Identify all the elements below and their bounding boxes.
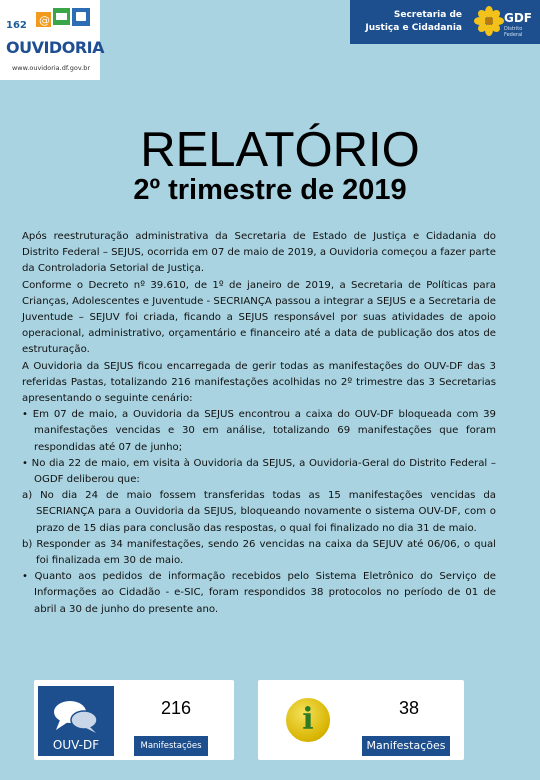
report-title: RELATÓRIO <box>140 123 420 177</box>
esic-panel <box>264 686 352 756</box>
ouv-df-label: OUV-DF <box>52 738 100 752</box>
logo-squares-icon <box>34 6 94 40</box>
bullet-may-22: • No dia 22 de maio, em visita à Ouvidoria da SEJUS, a Ouvidoria-Geral do Distrito Federal – OGDF deliberou que: <box>22 457 496 486</box>
svg-text:@: @ <box>39 14 50 27</box>
ouv-df-panel <box>38 686 114 756</box>
item-b: b) Responder as 34 manifestações, sendo 26 vencidas na caixa da SEJUV até 06/06, o qual foi finalizada em 30 de maio. <box>22 538 496 567</box>
government-header <box>350 0 540 44</box>
paragraph-decree: Conforme o Decreto nº 39.610, de 1º de janeiro de 2019, a Secretaria de Políticas para Crianças, Adolescentes e Juventude - SECRIANÇA passou a integrar a SEJUS e a Secretaria de Juventude – SEJUV foi criada, ficando a SEJUS responsável por suas atividades de apoio operacional, administrativo, orçamentário e financeiro até a data de publicação dos atos de estruturação. <box>22 279 496 356</box>
bullet-may-07: • Em 07 de maio, a Ouvidoria da SEJUS encontrou a caixa do OUV-DF bloqueada com 39 manifestações vencidas e 30 em análise, totalizando 69 manifestações que foram respondidas até 07 de junho; <box>22 409 496 453</box>
bullet-esic: • Quanto aos pedidos de informação recebidos pelo Sistema Eletrônico do Serviço de Informações ao Cidadão - e-SIC, foram respondidos 38 protocolos no período de 01 de abril a 30 de junho do presente ano. <box>22 571 496 615</box>
chat-bubbles-icon <box>52 698 100 734</box>
info-icon: i <box>284 696 332 744</box>
esic-card <box>258 680 464 760</box>
esic-caption: Manifestações <box>362 736 450 756</box>
ouv-df-count: 216 <box>160 698 192 718</box>
gdf-label: GDF <box>504 11 533 25</box>
ouv-df-caption: Manifestações <box>134 736 208 756</box>
logo-url: www.ouvidoria.df.gov.br <box>11 64 91 72</box>
secretaria-label: Secretaria de Justiça e Cidadania <box>365 10 462 33</box>
ouvidoria-logo <box>0 0 104 80</box>
gdf-flower-icon <box>474 6 504 36</box>
paragraph-scenario: A Ouvidoria da SEJUS ficou encarregada de gerir todas as manifestações do OUV-DF das 3 referidas Pastas, totalizando 216 manifestações acolhidas no 2º trimestre das 3 Secretarias apresentando o seguinte cenário: <box>22 360 496 405</box>
logo-number: 162 <box>6 20 27 31</box>
paragraph-restructuring: Após reestruturação administrativa da Secretaria de Estado de Justiça e Cidadania do Distrito Federal – SEJUS, ocorrida em 07 de maio de 2019, a Ouvidoria começou a fazer parte da Controladoria Setorial de Justiça. <box>22 231 496 275</box>
ouv-df-card <box>34 680 234 760</box>
report-subtitle: 2º trimestre de 2019 <box>133 174 407 206</box>
item-a: a) No dia 24 de maio fossem transferidas todas as 15 manifestações vencidas da SECRIANÇA para a Ouvidoria da SEJUS, bloqueando novamente o sistema OUV-DF, com o prazo de 15 dias para conclusão das respostas, o qual foi finalizado no dia 31 de maio. <box>22 490 496 534</box>
gdf-sub-label: Distrito Federal <box>504 26 523 38</box>
report-body <box>22 229 496 618</box>
esic-count: 38 <box>398 698 420 718</box>
logo-word: OUVIDORIA <box>6 38 104 57</box>
